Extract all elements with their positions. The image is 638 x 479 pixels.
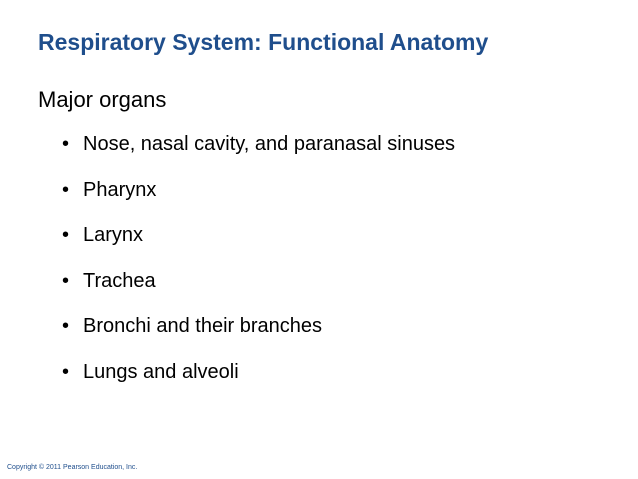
bullet-marker: • [62, 178, 70, 201]
bullet-marker: • [62, 315, 70, 337]
bullet-marker: • [62, 224, 70, 246]
bullet-marker: • [62, 133, 70, 155]
bullet-text: Bronchi and their branches [83, 315, 323, 337]
bullet-marker: • [62, 360, 70, 383]
bullet-text: Pharynx [83, 178, 157, 201]
bullet-text: Trachea [83, 269, 156, 292]
bullet-text: Larynx [83, 224, 144, 246]
major-organs-heading: Major organs [38, 87, 167, 112]
bullet-text: Nose, nasal cavity, and paranasal sinuses [83, 133, 456, 155]
bullet-marker: • [62, 269, 70, 292]
bullet-text: Lungs and alveoli [83, 360, 239, 383]
slide-title: Respiratory System: Functional Anatomy [38, 29, 489, 55]
copyright-notice: Copyright © 2011 Pearson Education, Inc. [7, 464, 138, 471]
